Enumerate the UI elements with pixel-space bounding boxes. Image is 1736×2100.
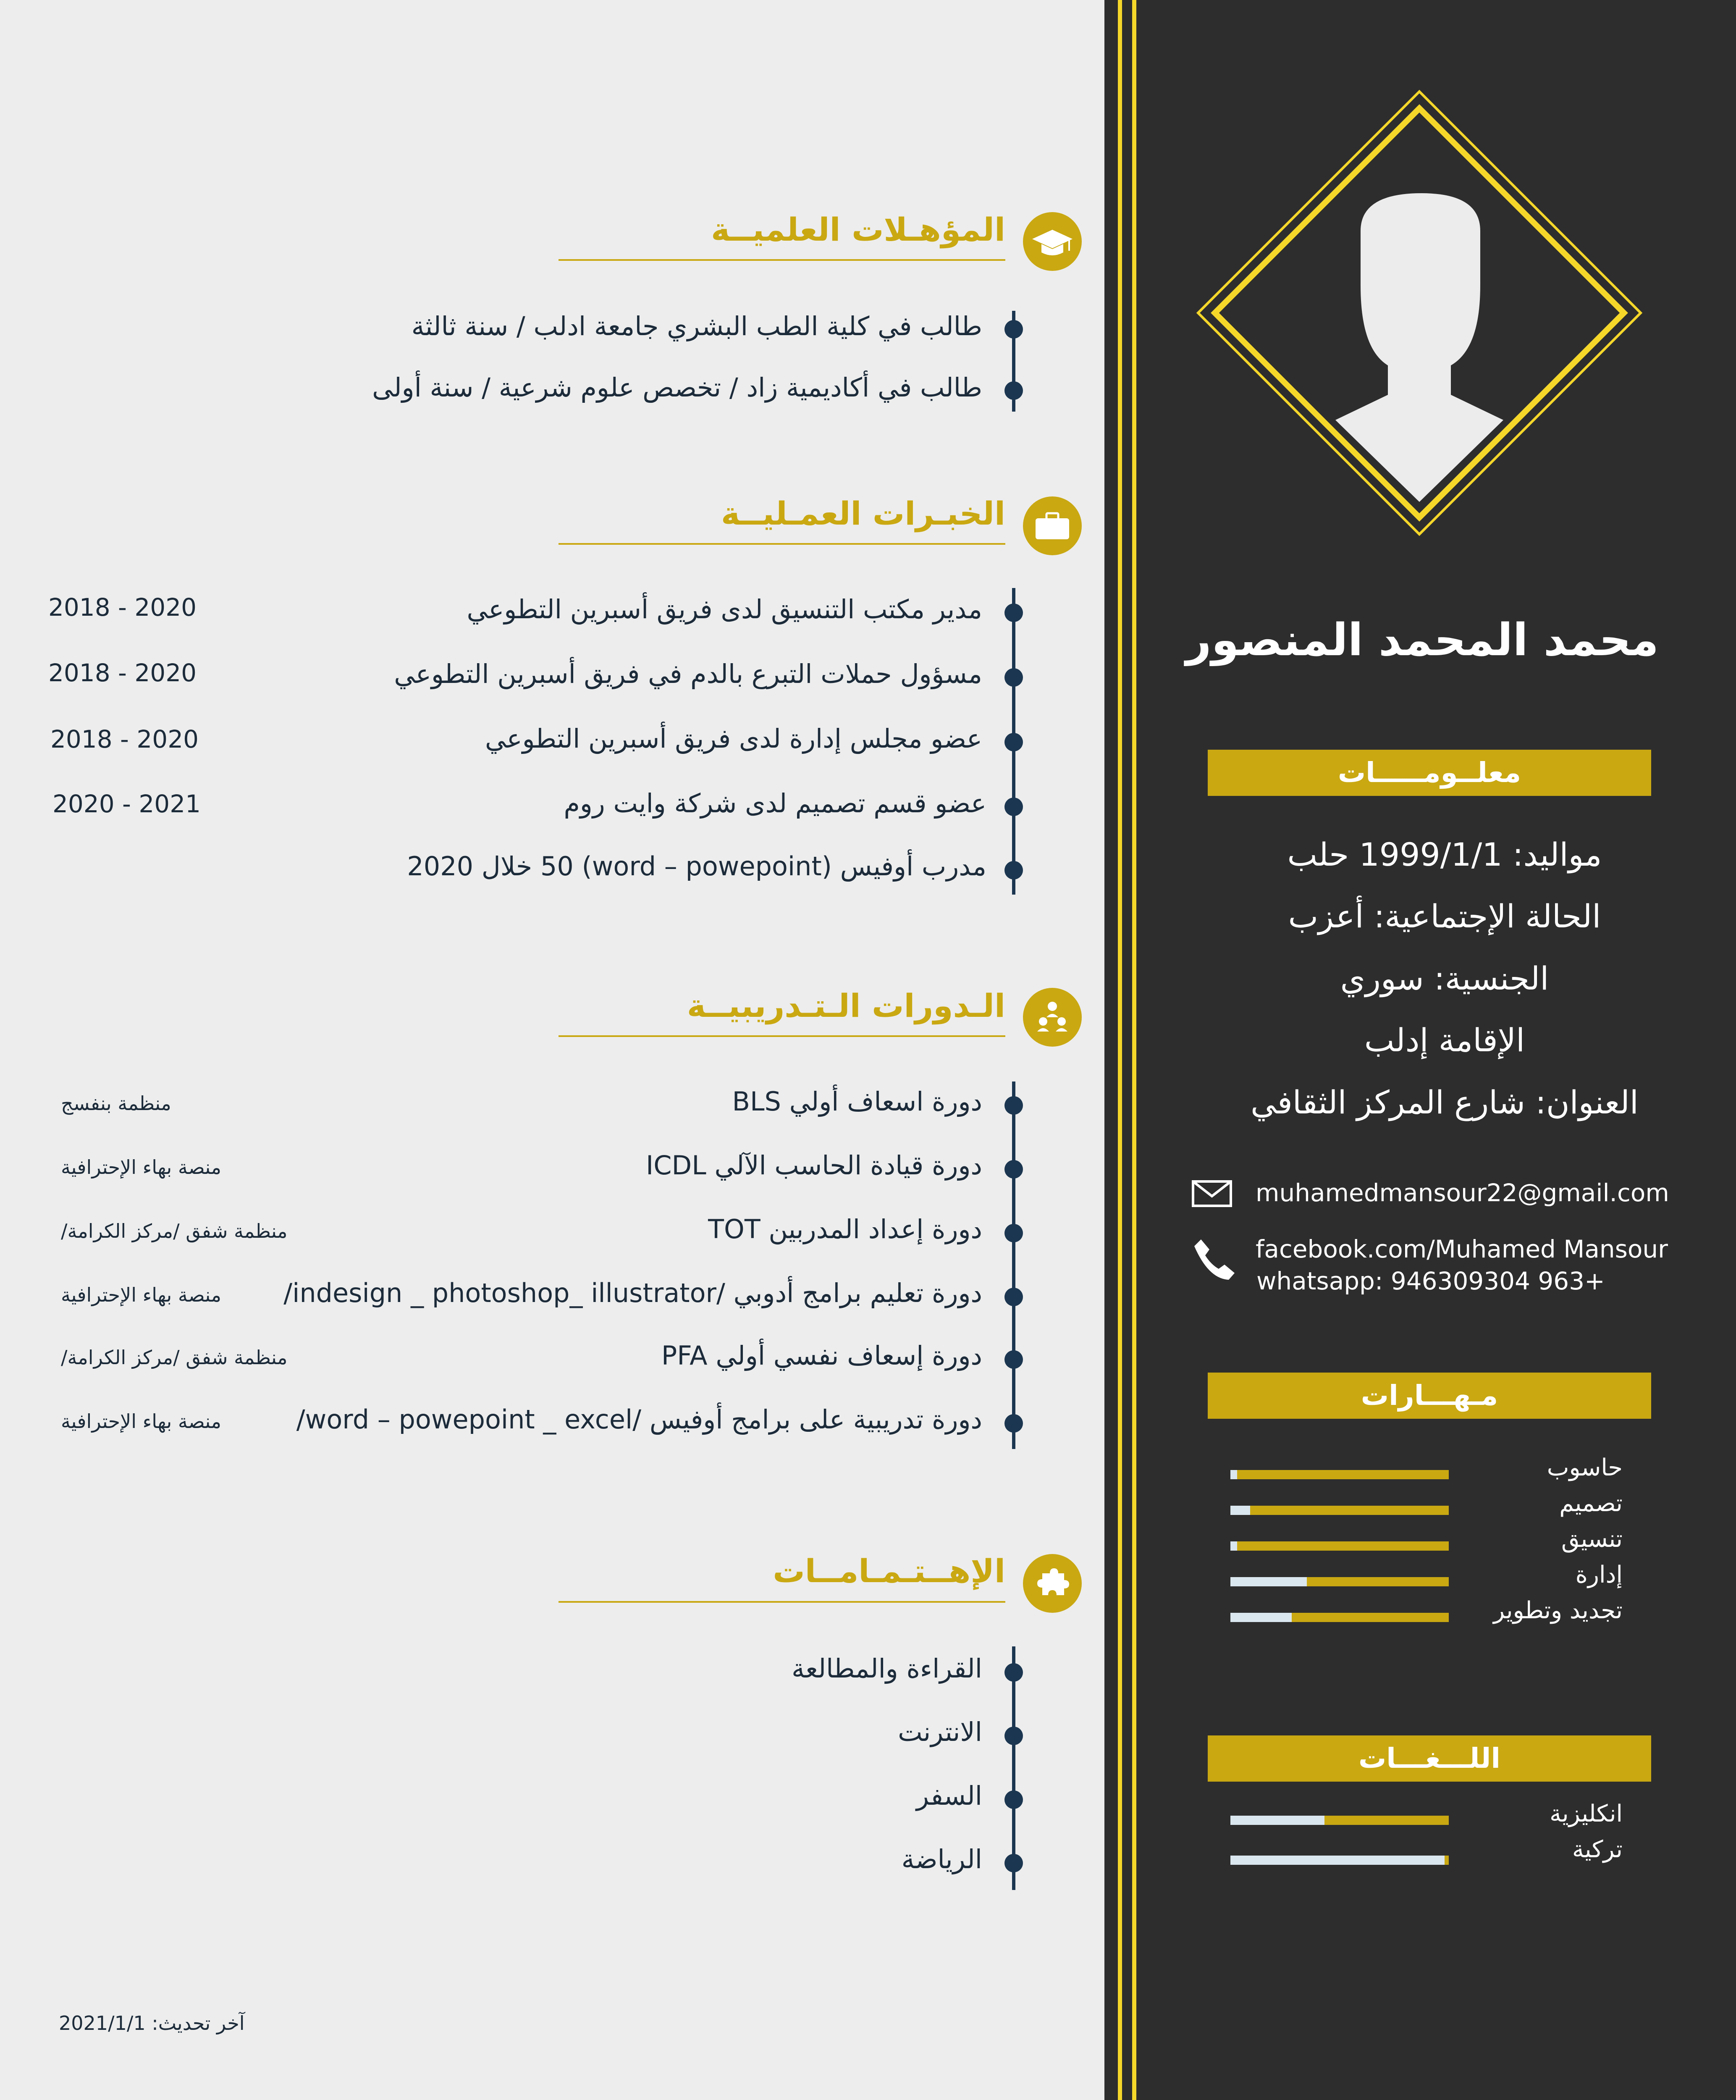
- timeline-dot: [1004, 1288, 1023, 1306]
- experience-date: 2018 - 2020: [48, 659, 197, 687]
- experience-date: 2018 - 2020: [48, 593, 197, 622]
- skill-bar: [1230, 1541, 1449, 1551]
- skill-bar-fill: [1230, 1577, 1307, 1586]
- language-bar-fill: [1230, 1816, 1324, 1825]
- language-label: انكليزية: [1549, 1800, 1623, 1827]
- envelope-icon: [1192, 1180, 1232, 1207]
- experience-date: 2020 - 2021: [52, 790, 201, 818]
- interest-item: الانترنت: [898, 1717, 982, 1747]
- profile-name: محمد المحمد المنصور: [1185, 614, 1659, 666]
- experience-icon: [1023, 496, 1082, 555]
- skill-bar: [1230, 1577, 1449, 1586]
- timeline-dot: [1004, 733, 1023, 751]
- language-bar: [1230, 1816, 1449, 1825]
- avatar: [1195, 88, 1644, 538]
- experience-item: عضو قسم تصميم لدى شركة وايت روم: [564, 788, 986, 819]
- interest-item: القراءة والمطالعة: [792, 1653, 982, 1684]
- education-underline: [559, 259, 1005, 261]
- education-item: طالب في كلية الطب البشري جامعة ادلب / سنة ثالثة: [411, 311, 982, 341]
- course-item: دورة إعداد المدربين TOT: [708, 1214, 982, 1244]
- timeline-dot: [1004, 798, 1023, 816]
- experience-item: مدير مكتب التنسيق لدى فريق أسبرين التطوعي: [467, 594, 982, 625]
- course-item: دورة قيادة الحاسب الآلي ICDL: [645, 1150, 982, 1181]
- education-title: المؤهـلات العلميــة: [711, 211, 1005, 248]
- skill-label: تنسيق: [1561, 1525, 1623, 1553]
- skill-bar: [1230, 1613, 1449, 1622]
- courses-title: الـدورات الـتـدريبيــة: [687, 987, 1005, 1024]
- education-icon: [1023, 212, 1082, 271]
- info-line: مواليد: 1999/1/1 حلب: [1287, 836, 1602, 873]
- info-line: العنوان: شارع المركز الثقافي: [1251, 1084, 1639, 1121]
- interests-title: الإهــتـمـامــات: [773, 1552, 1005, 1590]
- skill-bar-fill: [1230, 1506, 1250, 1515]
- course-org: منظمة شفق /مركز الكرامة/: [61, 1346, 288, 1369]
- skills-heading: مـهـــارات: [1208, 1373, 1651, 1419]
- course-org: منصة بهاء الإحترافية: [61, 1156, 221, 1179]
- skill-bar-fill: [1230, 1541, 1237, 1551]
- skill-bar: [1230, 1506, 1449, 1515]
- course-item: دورة تعليم برامج أدوبي /indesign _ photoshop_ illustrator/: [283, 1278, 982, 1308]
- skill-label: إدارة: [1575, 1561, 1623, 1588]
- timeline-dot: [1004, 1790, 1023, 1809]
- interests-icon: [1023, 1554, 1082, 1613]
- experience-item: مدرب أوفيس (word – powepoint) 50 خلال 2020: [407, 851, 986, 882]
- course-item: دورة إسعاف نفسي أولي PFA: [661, 1340, 982, 1371]
- info-line: الجنسية: سوري: [1340, 960, 1549, 997]
- timeline-dot: [1004, 604, 1023, 622]
- timeline-dot: [1004, 1224, 1023, 1242]
- language-bar-fill: [1230, 1856, 1445, 1865]
- skill-bar-fill: [1230, 1613, 1292, 1622]
- education-item: طالب في أكاديمية زاد / تخصص علوم شرعية / سنة أولى: [372, 372, 982, 403]
- timeline-dot: [1004, 320, 1023, 339]
- skill-label: تصميم: [1559, 1490, 1623, 1517]
- skill-bar: [1230, 1470, 1449, 1479]
- course-org: منصة بهاء الإحترافية: [61, 1410, 221, 1433]
- timeline-dot: [1004, 1414, 1023, 1433]
- experience-underline: [559, 543, 1005, 545]
- sidebar-stripe: [1118, 0, 1122, 2100]
- briefcase-icon: [1023, 496, 1082, 555]
- courses-underline: [559, 1035, 1005, 1037]
- timeline-dot: [1004, 381, 1023, 400]
- interest-item: الرياضة: [901, 1844, 982, 1874]
- skill-label: حاسوب: [1547, 1454, 1623, 1481]
- interests-underline: [559, 1601, 1005, 1603]
- courses-timeline: [1012, 1082, 1015, 1449]
- timeline-dot: [1004, 1727, 1023, 1745]
- course-org: منظمة شفق /مركز الكرامة/: [61, 1220, 288, 1242]
- course-item: دورة اسعاف أولي BLS: [732, 1086, 982, 1117]
- skill-label: تجديد وتطوير: [1493, 1597, 1623, 1624]
- language-bar: [1230, 1856, 1449, 1865]
- sidebar-stripe: [1132, 0, 1136, 2100]
- course-item: دورة تدريبية على برامج أوفيس /word – powepoint _ excel/: [296, 1404, 982, 1435]
- timeline-dot: [1004, 861, 1023, 879]
- people-group-icon: [1023, 988, 1082, 1047]
- last-updated: آخر تحديث: 2021/1/1: [59, 2012, 245, 2034]
- timeline-dot: [1004, 1350, 1023, 1369]
- interests-timeline: [1012, 1646, 1015, 1890]
- facebook-link[interactable]: facebook.com/Muhamed Mansour: [1256, 1235, 1668, 1263]
- experience-item: مسؤول حملات التبرع بالدم في فريق أسبرين التطوعي: [394, 659, 982, 689]
- info-line: الإقامة إدلب: [1364, 1021, 1525, 1059]
- skill-bar-fill: [1230, 1470, 1237, 1479]
- interest-item: السفر: [916, 1780, 982, 1811]
- languages-heading: اللـــغـــات: [1208, 1735, 1651, 1782]
- experience-item: عضو مجلس إدارة لدى فريق أسبرين التطوعي: [485, 723, 982, 754]
- course-org: منظمة بنفسج: [61, 1092, 171, 1115]
- timeline-dot: [1004, 1160, 1023, 1179]
- timeline-dot: [1004, 668, 1023, 687]
- timeline-dot: [1004, 1854, 1023, 1872]
- whatsapp-number: whatsapp: 946309304 963+: [1256, 1267, 1605, 1295]
- info-line: الحالة الإجتماعية: أعزب: [1288, 898, 1601, 935]
- graduation-cap-icon: [1023, 212, 1082, 271]
- puzzle-icon: [1023, 1554, 1082, 1613]
- info-heading: معلــومـــــات: [1208, 750, 1651, 796]
- language-label: تركية: [1572, 1836, 1623, 1863]
- experience-date: 2018 - 2020: [50, 725, 199, 753]
- timeline-dot: [1004, 1096, 1023, 1115]
- courses-icon: [1023, 988, 1082, 1047]
- timeline-dot: [1004, 1663, 1023, 1682]
- email-link[interactable]: muhamedmansour22@gmail.com: [1256, 1179, 1669, 1207]
- phone-icon: [1192, 1237, 1237, 1282]
- experience-title: الخبـرات العمـليــة: [721, 495, 1005, 532]
- course-org: منصة بهاء الإحترافية: [61, 1284, 221, 1306]
